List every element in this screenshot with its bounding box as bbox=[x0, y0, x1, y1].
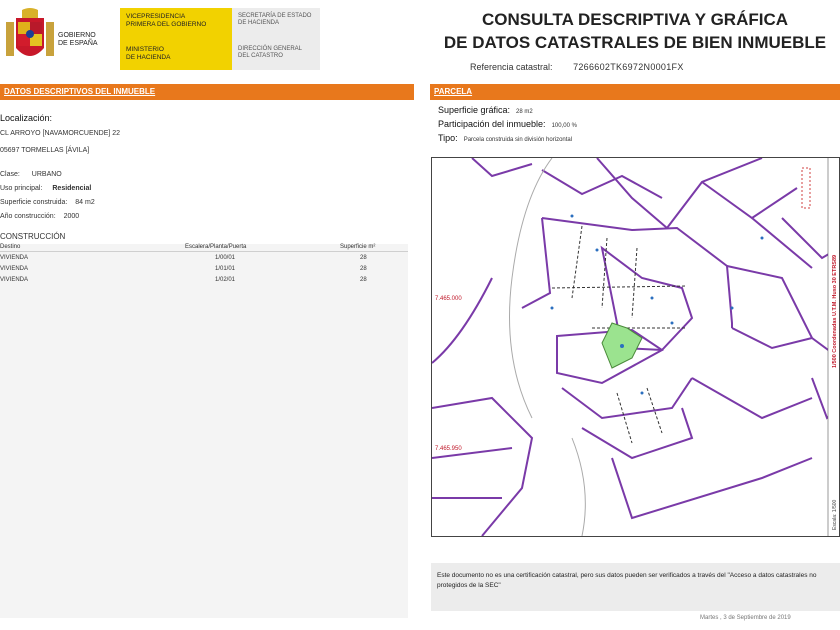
participation-value: 100,00 % bbox=[551, 123, 577, 129]
section-bar-parcel: PARCELA bbox=[430, 84, 840, 100]
parcel-outline bbox=[667, 158, 762, 228]
header-superficie: Superficie m² bbox=[340, 244, 376, 250]
built-area-value: 84 m2 bbox=[75, 199, 95, 206]
built-area-label: Superficie construida: bbox=[0, 199, 68, 206]
built-area-row bbox=[0, 198, 95, 207]
header-planta: Escalera/Planta/Puerta bbox=[185, 244, 247, 250]
table-row bbox=[0, 255, 408, 265]
location-line-1: CL ARROYO [NAVAMORCUENDE] 22 bbox=[0, 130, 121, 137]
use-value: Residencial bbox=[52, 185, 92, 192]
ministry-box bbox=[120, 8, 232, 70]
road-edge bbox=[432, 278, 492, 363]
parcel-marker-icon bbox=[620, 344, 624, 348]
map-label-box bbox=[802, 168, 810, 208]
gov-name bbox=[58, 8, 120, 76]
gov-line-2: DE ESPAÑA bbox=[58, 40, 98, 47]
table-row bbox=[0, 266, 408, 276]
dir-line-1: DIRECCIÓN GENERAL bbox=[238, 46, 303, 52]
cell-planta: 1/00/01 bbox=[215, 255, 236, 261]
footer-date: Martes , 3 de Septiembre de 2019 bbox=[700, 615, 791, 621]
map-side-label: 1/500 Coordenadas U.T.M. Huso 30 ETRS89 bbox=[832, 254, 838, 368]
sec-line-2: DE HACIENDA bbox=[238, 20, 280, 26]
table-header bbox=[0, 244, 408, 252]
sec-line-1: SECRETARÍA DE ESTADO bbox=[238, 13, 312, 19]
parcel-outline bbox=[597, 158, 667, 228]
year-row bbox=[0, 212, 79, 221]
use-row bbox=[0, 184, 91, 193]
parcel-info bbox=[438, 104, 838, 146]
survey-points bbox=[551, 215, 764, 395]
government-logo bbox=[2, 8, 320, 76]
cadastral-map bbox=[431, 157, 840, 537]
header bbox=[0, 0, 840, 82]
header-destino: Destino bbox=[0, 244, 21, 250]
block-outline bbox=[692, 378, 812, 418]
type-value: Parcela construida sin división horizontal bbox=[463, 137, 573, 143]
construction-title: CONSTRUCCIÓN bbox=[0, 232, 66, 241]
location-label: Localización: bbox=[0, 113, 53, 123]
graphic-area-label: Superficie gráfica: bbox=[438, 105, 511, 115]
vice-line-2: PRIMERA DEL GOBIERNO bbox=[126, 20, 207, 28]
block-outline bbox=[612, 458, 812, 518]
ministry-line-2: DE HACIENDA bbox=[126, 53, 171, 61]
parcel-map-svg bbox=[432, 158, 839, 536]
gov-line-1: GOBIERNO bbox=[58, 32, 96, 39]
cell-destino: VIVIENDA bbox=[0, 277, 29, 283]
parcel-outline bbox=[472, 158, 532, 176]
location-line-2: 05697 TORMELLAS [ÁVILA] bbox=[0, 147, 90, 154]
participation-label: Participación del inmueble: bbox=[438, 119, 546, 129]
ministry-line-1: MINISTERIO bbox=[126, 46, 164, 53]
construction-table bbox=[0, 244, 408, 618]
map-coord-1: 7.465.000 bbox=[435, 296, 462, 302]
block-outline bbox=[732, 328, 812, 348]
type-row bbox=[438, 132, 838, 146]
use-label: Uso principal: bbox=[0, 185, 43, 192]
road-lines bbox=[510, 158, 586, 536]
graphic-area-row bbox=[438, 104, 838, 118]
title-line-1: CONSULTA DESCRIPTIVA Y GRÁFICA bbox=[481, 10, 789, 29]
class-label: Clase: bbox=[0, 171, 20, 178]
document-title bbox=[430, 8, 840, 54]
refcat-label: Referencia catastral: bbox=[470, 62, 553, 72]
map-coord-2: 7.465.950 bbox=[435, 446, 462, 452]
cell-planta: 1/02/01 bbox=[215, 277, 236, 283]
cell-superficie: 28 bbox=[360, 266, 367, 272]
cell-destino: VIVIENDA bbox=[0, 266, 29, 272]
class-row bbox=[0, 170, 62, 179]
graphic-area-value: 28 m2 bbox=[516, 109, 533, 115]
type-label: Tipo: bbox=[438, 133, 458, 143]
table-row bbox=[0, 277, 408, 287]
parcel-outline bbox=[702, 182, 797, 218]
block-outline bbox=[727, 266, 839, 358]
dir-line-2: DEL CATASTRO bbox=[238, 53, 283, 59]
year-label: Año construcción: bbox=[0, 213, 56, 220]
disclaimer-note: Este documento no es una certificación catastral, pero sus datos pueden ser verificados a través del "Acceso a datos catastrales no protegidos de la SEC" bbox=[431, 563, 840, 611]
coat-of-arms-icon bbox=[2, 8, 58, 70]
year-value: 2000 bbox=[63, 213, 80, 220]
cell-destino: VIVIENDA bbox=[0, 255, 29, 261]
refcat-value: 7266602TK6972N0001FX bbox=[573, 62, 684, 72]
secretariat-box bbox=[232, 8, 320, 70]
title-line-2: DE DATOS CATASTRALES DE BIEN INMUEBLE bbox=[443, 33, 827, 52]
class-value: URBANO bbox=[31, 171, 62, 178]
cell-superficie: 28 bbox=[360, 255, 367, 261]
block-outline bbox=[562, 378, 692, 418]
cadastral-reference bbox=[470, 62, 830, 72]
map-scale: Escala: 1/500 bbox=[832, 499, 838, 530]
parcel-outline bbox=[542, 170, 662, 198]
vice-line-1: VICEPRESIDENCIA bbox=[126, 13, 186, 20]
section-bar-descriptive: DATOS DESCRIPTIVOS DEL INMUEBLE bbox=[0, 84, 414, 100]
block-outline bbox=[432, 398, 532, 536]
parcel-outline bbox=[752, 218, 812, 268]
block-outline bbox=[522, 218, 550, 308]
participation-row bbox=[438, 118, 838, 132]
cell-planta: 1/01/01 bbox=[215, 266, 236, 272]
cell-superficie: 28 bbox=[360, 277, 367, 283]
